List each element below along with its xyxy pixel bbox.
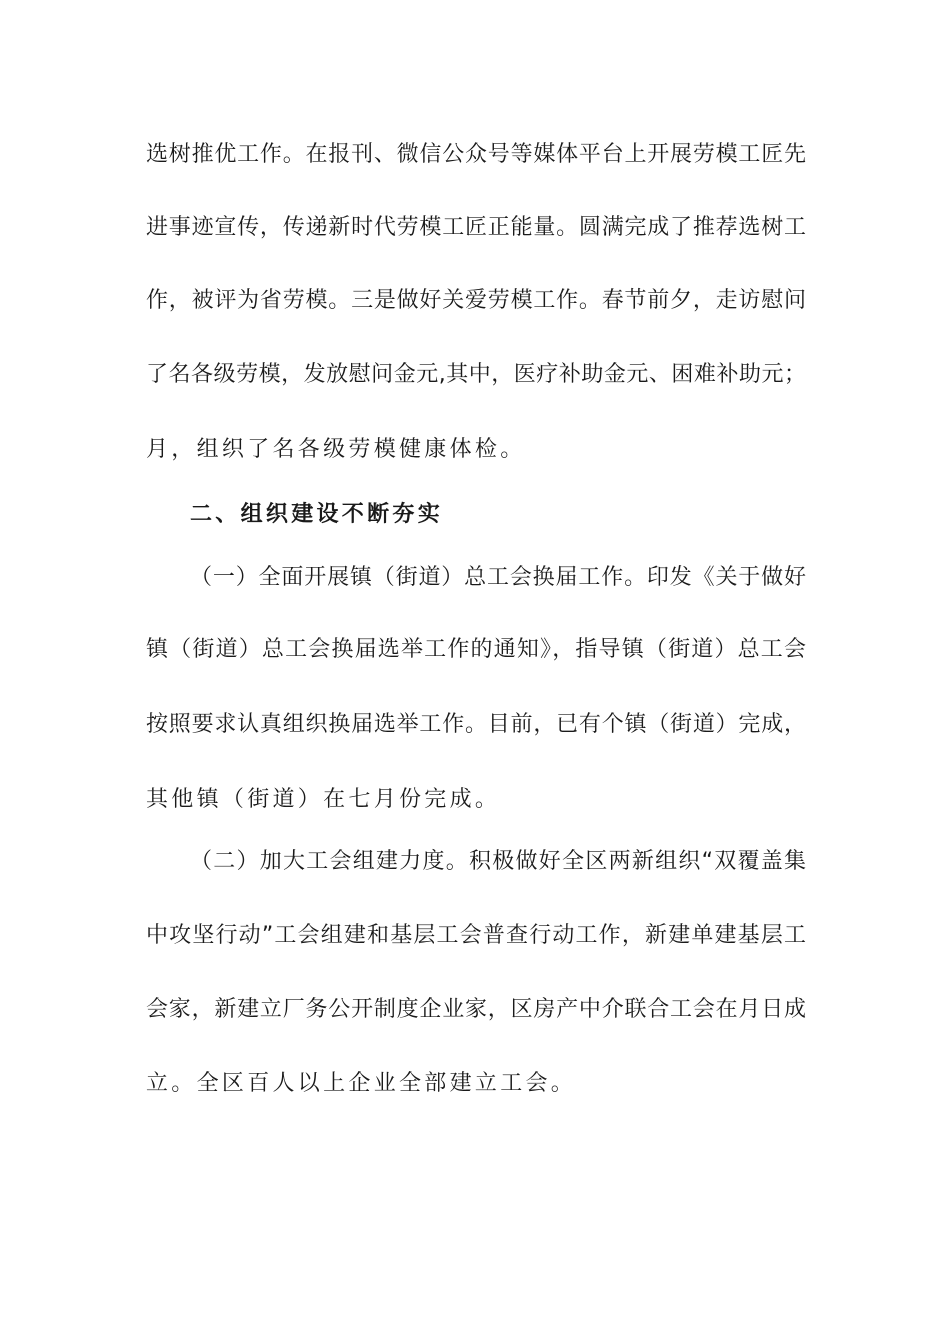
paragraph-line: （一）全面开展镇（街道）总工会换届工作。印发《关于做好	[190, 565, 806, 590]
paragraph-line: 进事迹宣传，传递新时代劳模工匠正能量。圆满完成了推荐选树工	[146, 215, 806, 240]
paragraph-line: 作，被评为省劳模。三是做好关爱劳模工作。春节前夕，走访慰问	[146, 288, 806, 313]
paragraph-line: 镇（街道）总工会换届选举工作的通知》，指导镇（街道）总工会	[146, 637, 806, 662]
paragraph-line: 其他镇（街道）在七月份完成。	[146, 787, 501, 812]
paragraph-line: 选树推优工作。在报刊、微信公众号等媒体平台上开展劳模工匠先	[146, 142, 806, 167]
paragraph-line: 月，组织了名各级劳模健康体检。	[146, 437, 526, 462]
paragraph-line: 会家，新建立厂务公开制度企业家，区房产中介联合工会在月日成	[146, 997, 806, 1022]
paragraph-line: 中攻坚行动”工会组建和基层工会普查行动工作，新建单建基层工	[146, 923, 806, 948]
paragraph-line: （二）加大工会组建力度。积极做好全区两新组织“双覆盖集	[190, 849, 806, 874]
paragraph-line: 立。全区百人以上企业全部建立工会。	[146, 1071, 577, 1096]
paragraph-line: 了名各级劳模，发放慰问金元,其中，医疗补助金元、困难补助元；	[146, 362, 806, 387]
section-heading: 二、组织建设不断夯实	[190, 502, 444, 527]
paragraph-line: 按照要求认真组织换届选举工作。目前，已有个镇（街道）完成，	[146, 712, 806, 737]
